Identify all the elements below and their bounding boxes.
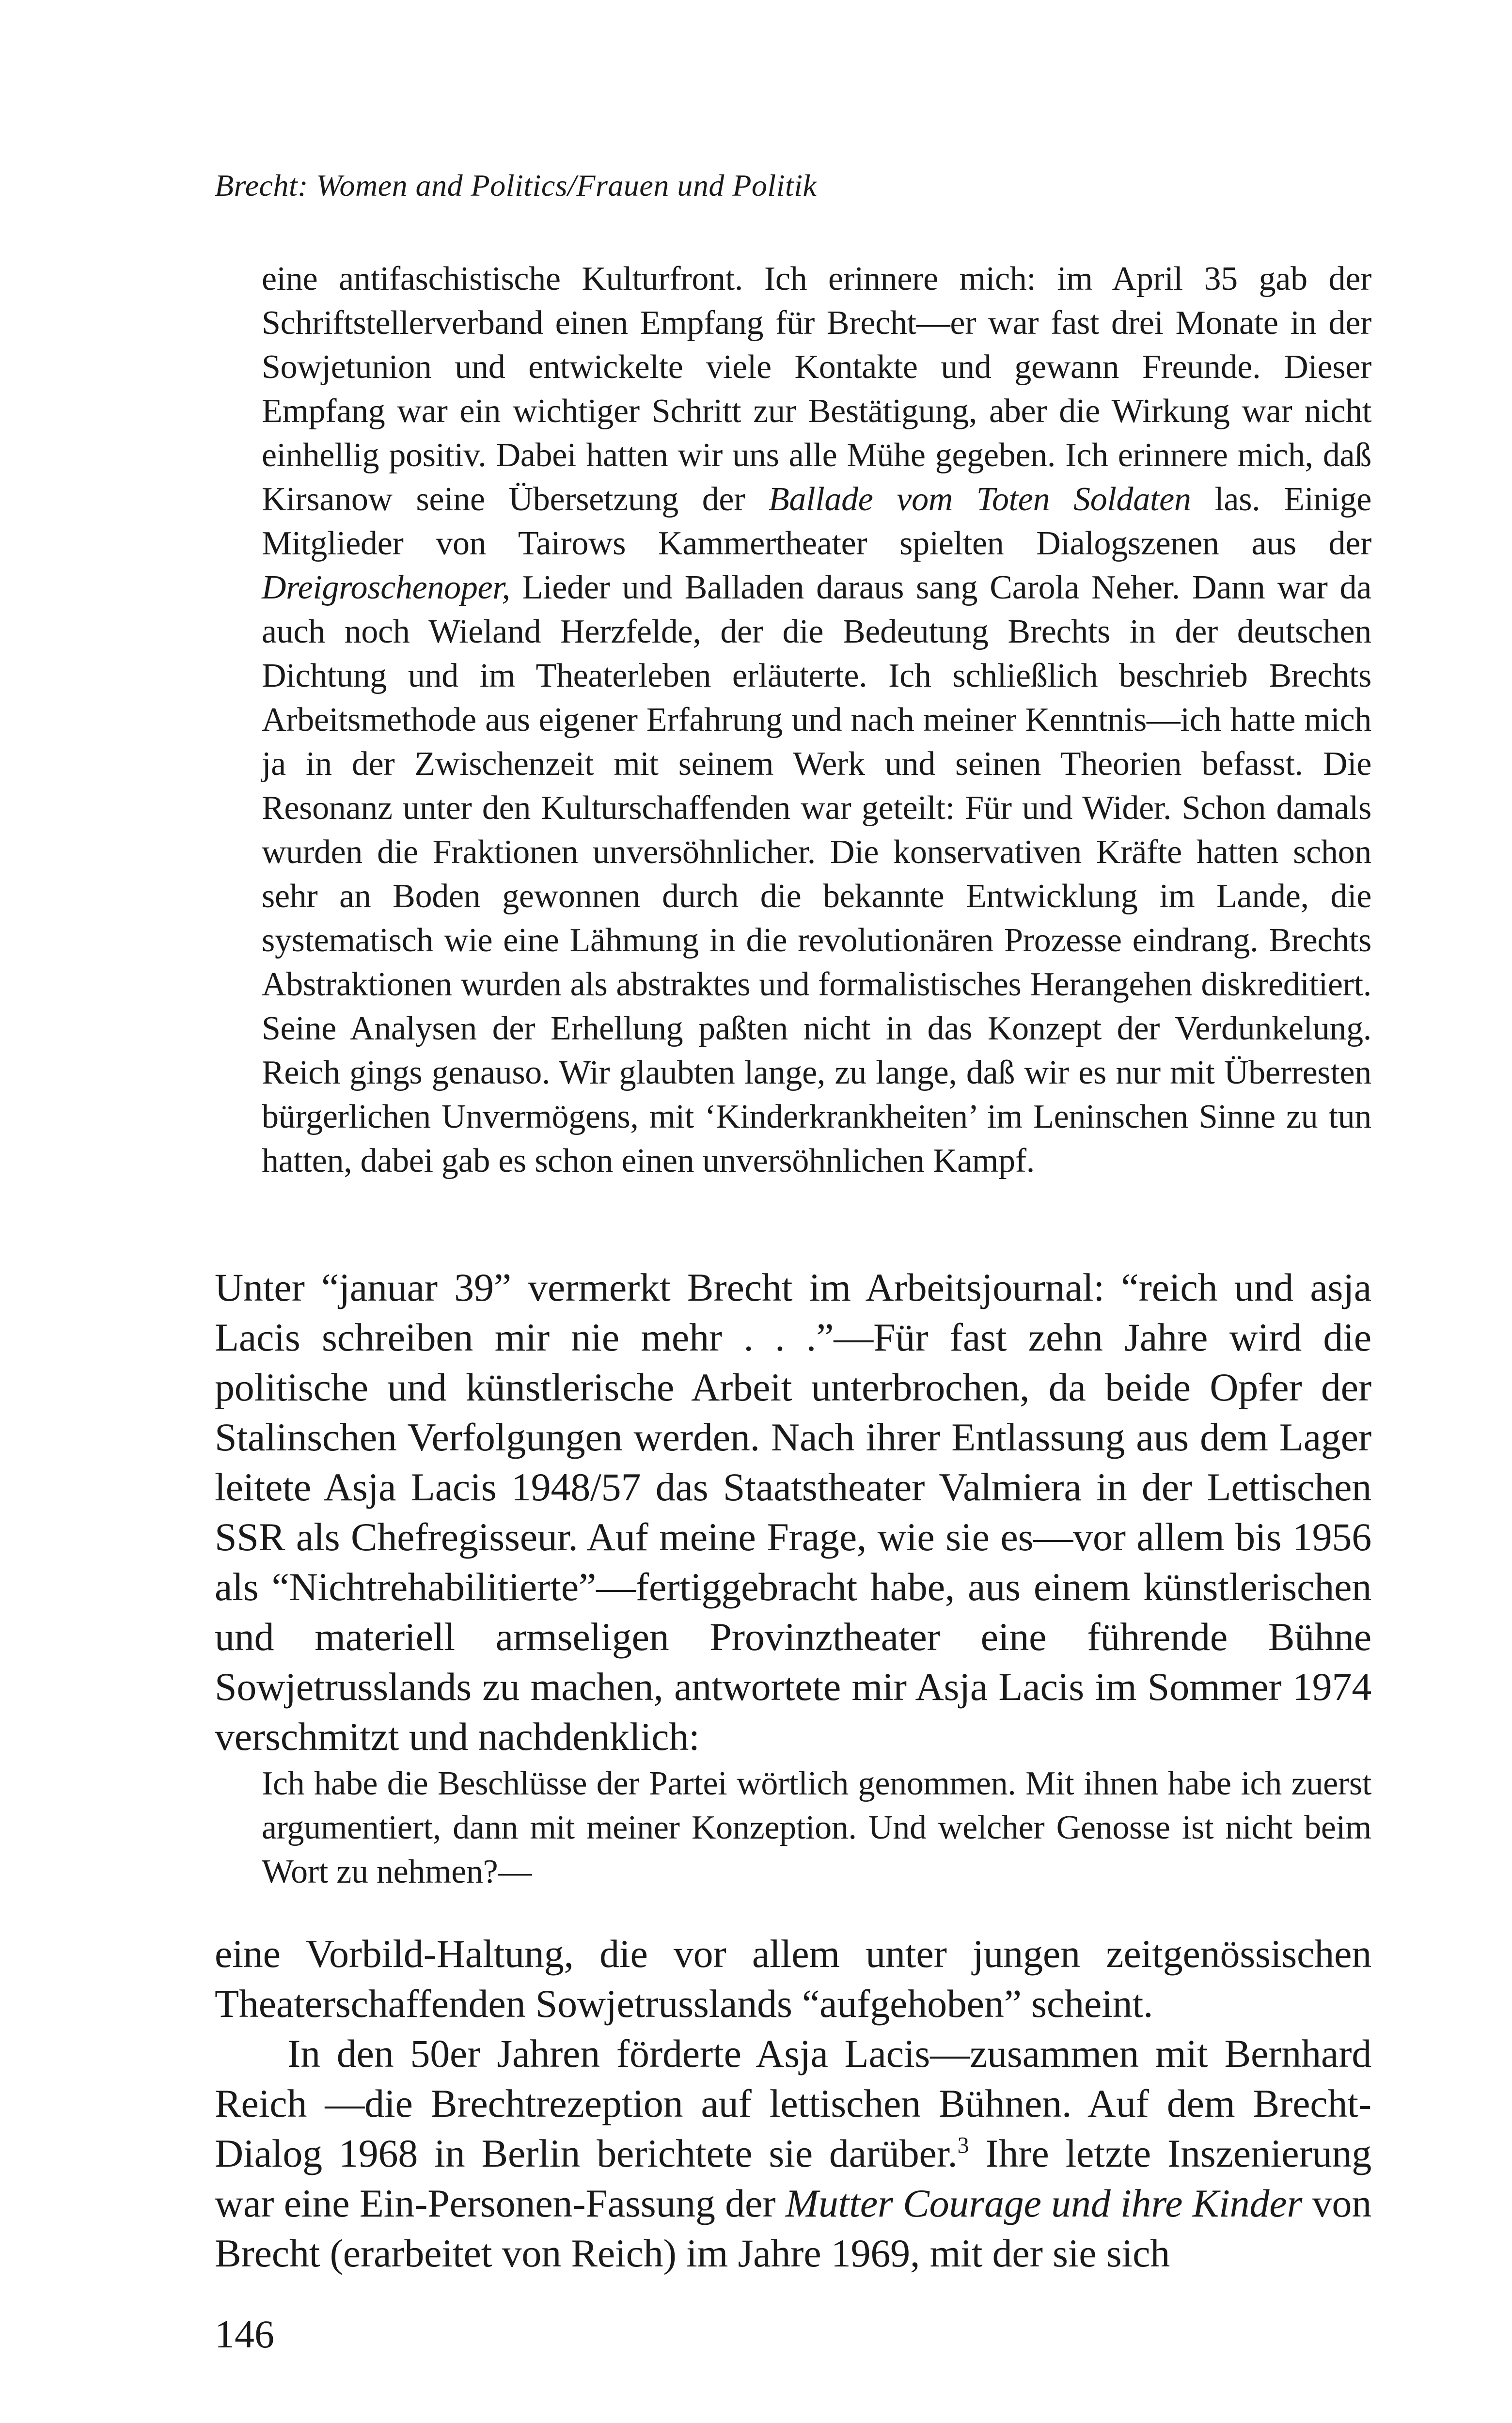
page-number: 146 bbox=[215, 2312, 274, 2356]
body-paragraph-arbeitsjournal: Unter “januar 39” vermerkt Brecht im Arbeitsjournal: “reich und asja Lacis schreiben mir nie mehr . . .”—Für fast zehn Jahre wird die politische und künstlerische Arbeit unterbrochen, da beide Opfer der Stalinschen Verfolgungen werden. Nach ihrer Entlassung aus dem Lager leitete Asja Lacis 1948/57 das Staatstheater Valmiera in der Lettischen SSR als Chefregisseur. Auf meine Frage, wie sie es—vor allem bis 1956 als “Nichtrehabilitierte”—fertiggebracht habe, aus einem künstlerischen und materiell armseligen Provinztheater eine führende Bühne Sowjetrusslands zu machen, antwortete mir Asja Lacis im Sommer 1974 verschmitzt und nachdenklich: bbox=[215, 1265, 1371, 1759]
body-paragraph-vorbild: eine Vorbild-Haltung, die vor allem unter jungen zeitgenössischen Theaterschaffenden Sowjetrusslands “aufgehoben” scheint. bbox=[215, 1932, 1371, 2026]
body-section-rezeption bbox=[215, 1929, 1371, 2278]
body-paragraph-brechtrezeption: In den 50er Jahren förderte Asja Lacis—zusammen mit Bernhard Reich —die Brechtrezeption auf lettischen Bühnen. Auf dem Brecht-Dialog 1968 in Berlin berichtete sie darüber.$^3$ Ihre letzte Inszenierung war eine Ein-Personen-Fassung der Mutter Courage und ihre Kinder von Brecht (erarbeitet von Reich) im Jahre 1969, mit der sie sich bbox=[215, 2031, 1371, 2275]
running-head: Brecht: Women and Politics/Frauen und Politik bbox=[215, 168, 817, 203]
title-mutter-courage: Mutter Courage und ihre Kinder bbox=[785, 2181, 1303, 2225]
block-quote-lacis: Ich habe die Beschlüsse der Partei wörtlich genommen. Mit ihnen habe ich zuerst argumentiert, dann mit meiner Konzeption. Und welcher Genosse ist nicht beim Wort zu nehmen?— bbox=[262, 1765, 1371, 1890]
block-quote-reich bbox=[262, 257, 1371, 1183]
title-ballade: Ballade vom Toten Soldaten bbox=[768, 481, 1191, 518]
title-dreigroschenoper: Dreigroschenoper, bbox=[262, 569, 510, 606]
footnote-reference[interactable]: 3 bbox=[957, 2132, 969, 2158]
quote-paragraph: eine antifaschistische Kulturfront. Ich erinnere mich: im April 35 gab der Schriftstellerverband einen Empfang für Brecht—er war fast drei Monate in der Sowjetunion und entwickelte viele Kontakte und gewann Freunde. Dieser Empfang war ein wichtiger Schritt zur Bestätigung, aber die Wirkung war nicht einhellig positiv. Dabei hatten wir uns alle Mühe gegeben. Ich erinnere mich, daß Kirsanow seine Übersetzung der Ballade vom Toten Soldaten las. Einige Mitglieder von Tairows Kammertheater spielten Dialogszenen aus der Dreigroschenoper, Lieder und Balladen daraus sang Carola Neher. Dann war da auch noch Wieland Herzfelde, der die Bedeutung Brechts in der deutschen Dichtung und im Theaterleben erläuterte. Ich schließlich beschrieb Brechts Arbeitsmethode aus eigener Erfahrung und nach meiner Kenntnis—ich hatte mich ja in der Zwischenzeit mit seinem Werk und seinen Theorien befasst. Die Resonanz unter den Kulturschaffenden war geteilt: Für und Wider. Schon damals wurden die Fraktionen unversöhnlicher. Die konservativen Kräfte hatten schon sehr an Boden gewonnen durch die bekannte Entwicklung im Lande, die systematisch wie eine Lähmung in die revolutionären Prozesse eindrang. Brechts Abstraktionen wurden als abstraktes und formalistisches Herangehen diskreditiert. Seine Analysen der Erhellung paßten nicht in das Konzept der Verdunkelung. Reich gings genauso. Wir glaubten lange, zu lange, daß wir es nur mit Überresten bürgerlichen Unvermögens, mit ‘Kinderkrankheiten’ im Leninschen Sinne zu tun hatten, dabei gab es schon einen unversöhnlichen Kampf. bbox=[262, 260, 1371, 1180]
